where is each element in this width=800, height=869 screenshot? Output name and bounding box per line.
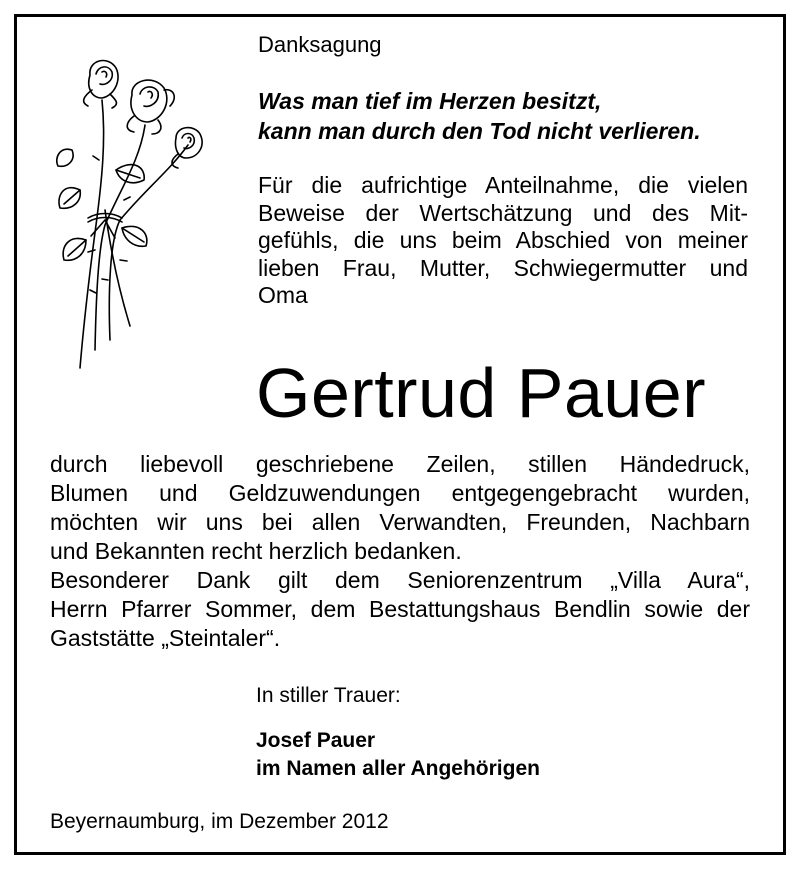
- mourning-phrase: In stiller Trauer:: [256, 684, 401, 707]
- signer-name: Josef Pauer: [256, 729, 376, 752]
- body-line: Blumen und Geldzuwendungen entgegengebracht wurden,: [50, 480, 750, 506]
- body-paragraph: [50, 450, 750, 653]
- motto-line: kann man durch den Tod nicht verlieren.: [258, 118, 701, 144]
- intro-paragraph: [258, 172, 748, 310]
- body-line: Besonderer Dank gilt dem Seniorenzentrum „Villa Aura“,: [50, 567, 750, 593]
- signers: [256, 727, 540, 783]
- body-line: durch liebevoll geschriebene Zeilen, stillen Händedruck,: [50, 451, 750, 477]
- signer-note: im Namen aller Angehörigen: [256, 757, 540, 780]
- intro-line: lieben Frau, Mutter, Schwiegermutter und: [258, 254, 748, 281]
- body-line: und Bekannten recht herzlich bedanken.: [50, 538, 462, 564]
- deceased-name: Gertrud Pauer: [256, 354, 707, 432]
- notice-heading: Danksagung: [258, 32, 382, 57]
- body-line: möchten wir uns bei allen Verwandten, Freunden, Nachbarn: [50, 509, 750, 535]
- motto: [258, 86, 701, 146]
- intro-line: gefühls, die uns beim Abschied von meiner: [258, 227, 748, 253]
- body-line: Gaststätte „Steintaler“.: [50, 625, 281, 651]
- intro-line: Oma: [258, 282, 308, 308]
- intro-line: Für die aufrichtige Anteilnahme, die vielen: [258, 172, 748, 198]
- body-line: Herrn Pfarrer Sommer, dem Bestattungshaus Bendlin sowie der: [50, 596, 750, 622]
- motto-line: Was man tief im Herzen besitzt,: [258, 88, 602, 114]
- roses-illustration: [50, 50, 220, 375]
- place-date: Beyernaumburg, im Dezember 2012: [50, 810, 389, 833]
- intro-line: Beweise der Wertschätzung und des Mit-: [258, 199, 748, 226]
